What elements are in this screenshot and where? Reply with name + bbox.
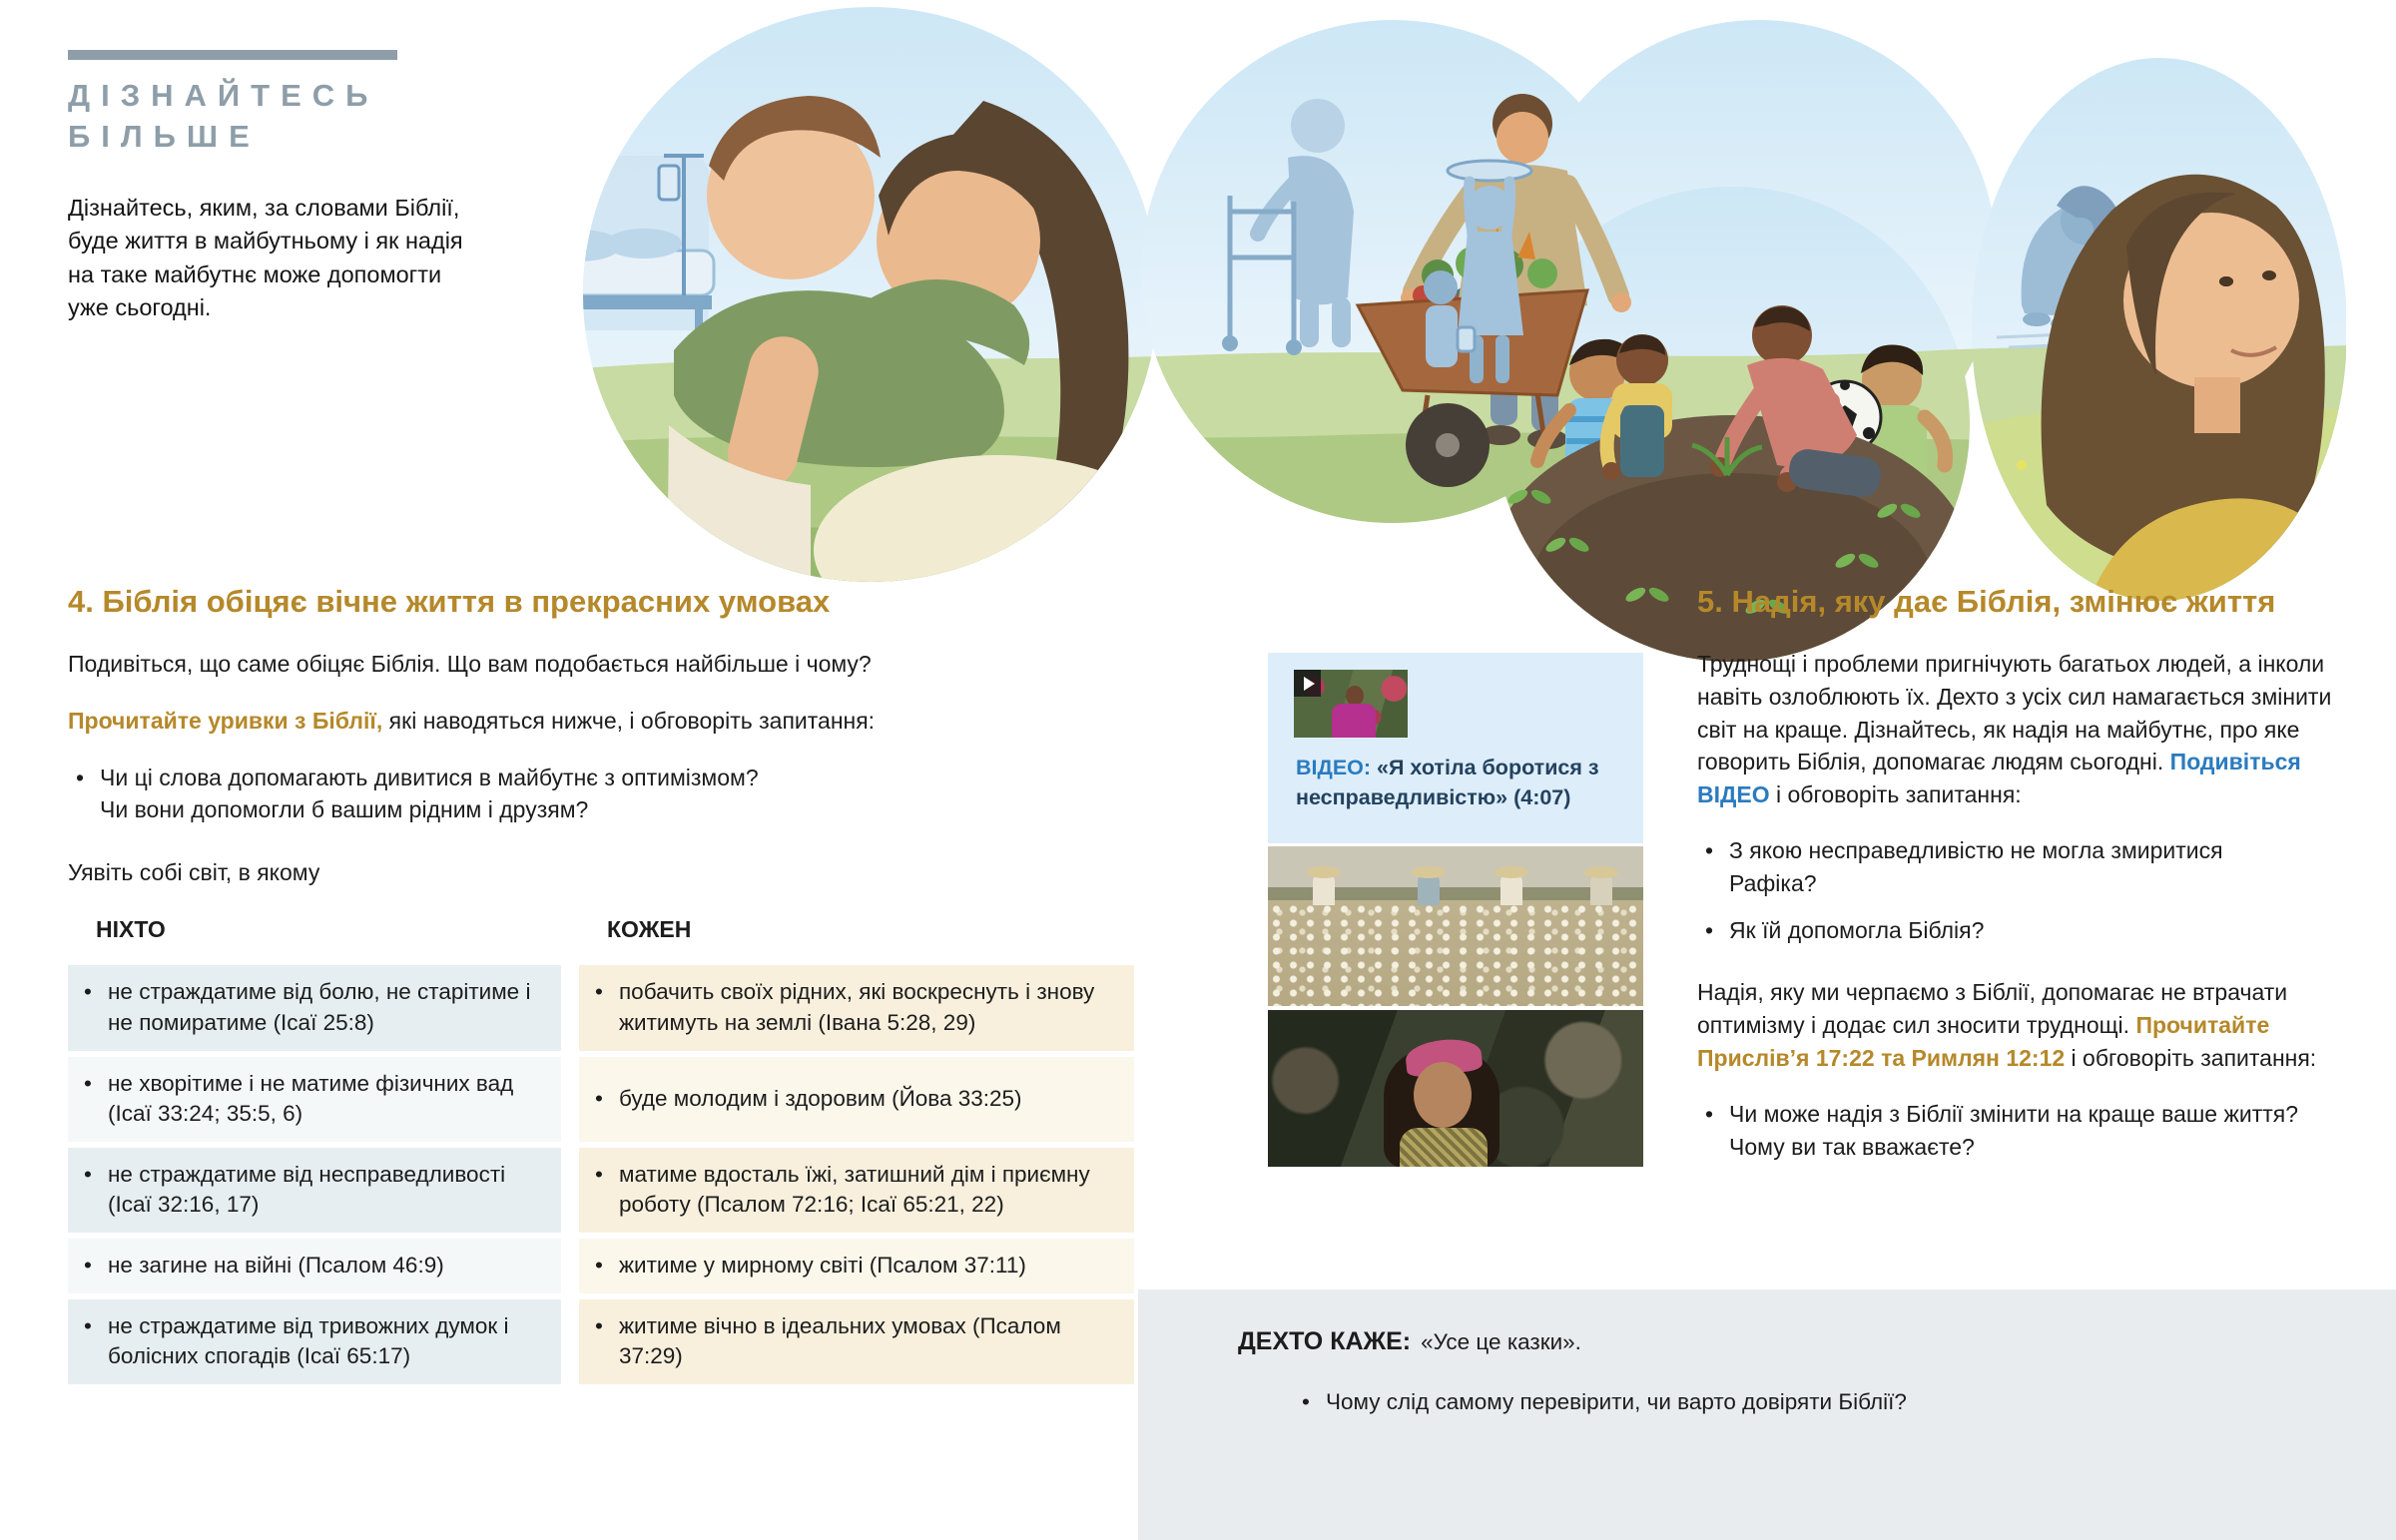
read-proverbs-romans-highlight: Прочитайте Прислів’я 17:22 та Римлян 12:12	[1697, 1012, 2270, 1071]
section-5	[1697, 583, 2338, 1194]
section5-title: 5. Надія, яку дає Біблія, змінює життя	[1697, 584, 2276, 619]
woman-face	[1414, 1062, 1472, 1128]
accent-bar	[68, 50, 397, 60]
section5-p1-text: Труднощі і проблеми пригнічують багатьох людей, а інколи навіть озлоблюють їх. Дехто з усіх сил намагається змінити світ на краще. Дізнайтесь, як надія на майбутнє, про яке говорить Біблія, допомагає людям сьогодні.	[1697, 651, 2332, 775]
section4-imagine-line: Уявіть собі світ, в якому	[68, 858, 320, 885]
hospital-scene	[484, 154, 714, 335]
section5-bullet: • Як їй допомогла Біблія?	[1697, 914, 2296, 947]
top-illustration	[439, 6, 2346, 665]
video-panel	[1268, 653, 1643, 843]
learn-more-title	[68, 76, 497, 158]
read-scriptures-highlight: Прочитайте уривки з Біблії,	[68, 707, 383, 734]
someone-says-bullet: • Чому слід самому перевірити, чи варто довіряти Біблії?	[1294, 1386, 2085, 1418]
table-row: • буде молодим і здоровим (Йова 33:25)	[579, 1057, 1134, 1142]
table-row: • житиме у мирному світі (Псалом 37:11)	[579, 1239, 1134, 1293]
woman-top	[1400, 1128, 1488, 1167]
photo-smiling-woman	[1268, 1010, 1643, 1167]
video-title: «Я хотіла боротися з несправедливістю» (4:07)	[1296, 756, 1599, 810]
section5-paragraph2	[1697, 976, 2338, 1074]
section-4	[68, 583, 1138, 1384]
section4-paragraph: Подивіться, що саме обіцяє Біблія. Що вам подобається найбільше і чому?	[68, 651, 872, 678]
play-icon[interactable]	[1294, 670, 1321, 697]
section4-bullets	[68, 762, 767, 826]
table-row: • не хворітиме і не матиме фізичних вад (Ісаї 33:24; 35:5, 6)	[68, 1057, 561, 1142]
section5-p2-rest: і обговоріть запитання:	[2065, 1044, 2317, 1071]
someone-says-quote: «Усе це казки».	[1421, 1329, 1581, 1354]
table-header-everyone: КОЖЕН	[607, 916, 692, 943]
table-row: • не загине на війні (Псалом 46:9)	[68, 1239, 561, 1293]
watch-video-link[interactable]: Подивіться ВІДЕО	[1697, 749, 2301, 807]
table-row: • матиме вдосталь їжі, затишний дім і приємну роботу (Псалом 72:16; Ісаї 65:21, 22)	[579, 1148, 1134, 1233]
read-scriptures-rest: які наводяться нижче, і обговоріть запитання:	[382, 707, 876, 734]
someone-says-panel	[1138, 1289, 2396, 1540]
table-header-nobody: НІХТО	[96, 916, 166, 943]
section5-p1-rest: і обговоріть запитання:	[1769, 780, 2022, 807]
learn-more-block	[68, 50, 497, 324]
someone-says-label: ДЕХТО КАЖЕ:	[1238, 1327, 1412, 1355]
video-thumb-person-face	[1346, 686, 1364, 706]
table-row: • не страждатиме від несправедливості (Ісаї 32:16, 17)	[68, 1148, 561, 1233]
video-column	[1268, 653, 1643, 1167]
section4-bullet: • Чи ці слова допомагають дивитися в майбутнє з оптимізмом? Чи вони допомогли б вашим рідним і друзям?	[68, 762, 767, 826]
learn-more-title-line2: БІЛЬШЕ	[68, 118, 261, 154]
video-caption	[1296, 753, 1605, 812]
table-row: • житиме вічно в ідеальних умовах (Псалом 37:29)	[579, 1299, 1134, 1384]
section5-bullets2	[1697, 1098, 2316, 1163]
section5-bullet: • Чи може надія з Біблії змінити на краще ваше життя? Чому ви так вважаєте?	[1697, 1098, 2316, 1163]
section4-title: 4. Біблія обіцяє вічне життя в прекрасних умовах	[68, 584, 831, 619]
photo-cotton-field	[1268, 846, 1643, 1006]
section5-paragraph1	[1697, 648, 2338, 810]
video-thumbnail[interactable]	[1294, 670, 1408, 738]
section5-bullets	[1697, 834, 2296, 946]
table-row: • не страждатиме від тривожних думок і болісних спогадів (Ісаї 65:17)	[68, 1299, 561, 1384]
learn-more-intro: Дізнайтесь, яким, за словами Біблії, буде життя в майбутньому і як надія на таке майбутнє може допомогти уже сьогодні.	[68, 194, 463, 320]
learn-more-title-line1: ДІЗНАЙТЕСЬ	[68, 78, 379, 113]
table-row: • побачить своїх рідних, які воскреснуть і знову житимуть на землі (Івана 5:28, 29)	[579, 965, 1134, 1050]
someone-says-line	[1238, 1327, 2356, 1356]
promise-table	[68, 912, 1138, 1383]
section4-read-line	[68, 705, 1138, 738]
video-label[interactable]: ВІДЕО:	[1296, 756, 1372, 779]
section5-p2-text: Надія, яку ми черпаємо з Біблії, допомагає не втрачати оптимізму і додає сил зносити труднощі.	[1697, 979, 2288, 1039]
table-row: • не страждатиме від болю, не старітиме і не помиратиме (Ісаї 25:8)	[68, 965, 561, 1050]
video-thumb-person	[1332, 704, 1376, 738]
section5-bullet: • З якою несправедливістю не могла змиритися Рафіка?	[1697, 834, 2296, 899]
